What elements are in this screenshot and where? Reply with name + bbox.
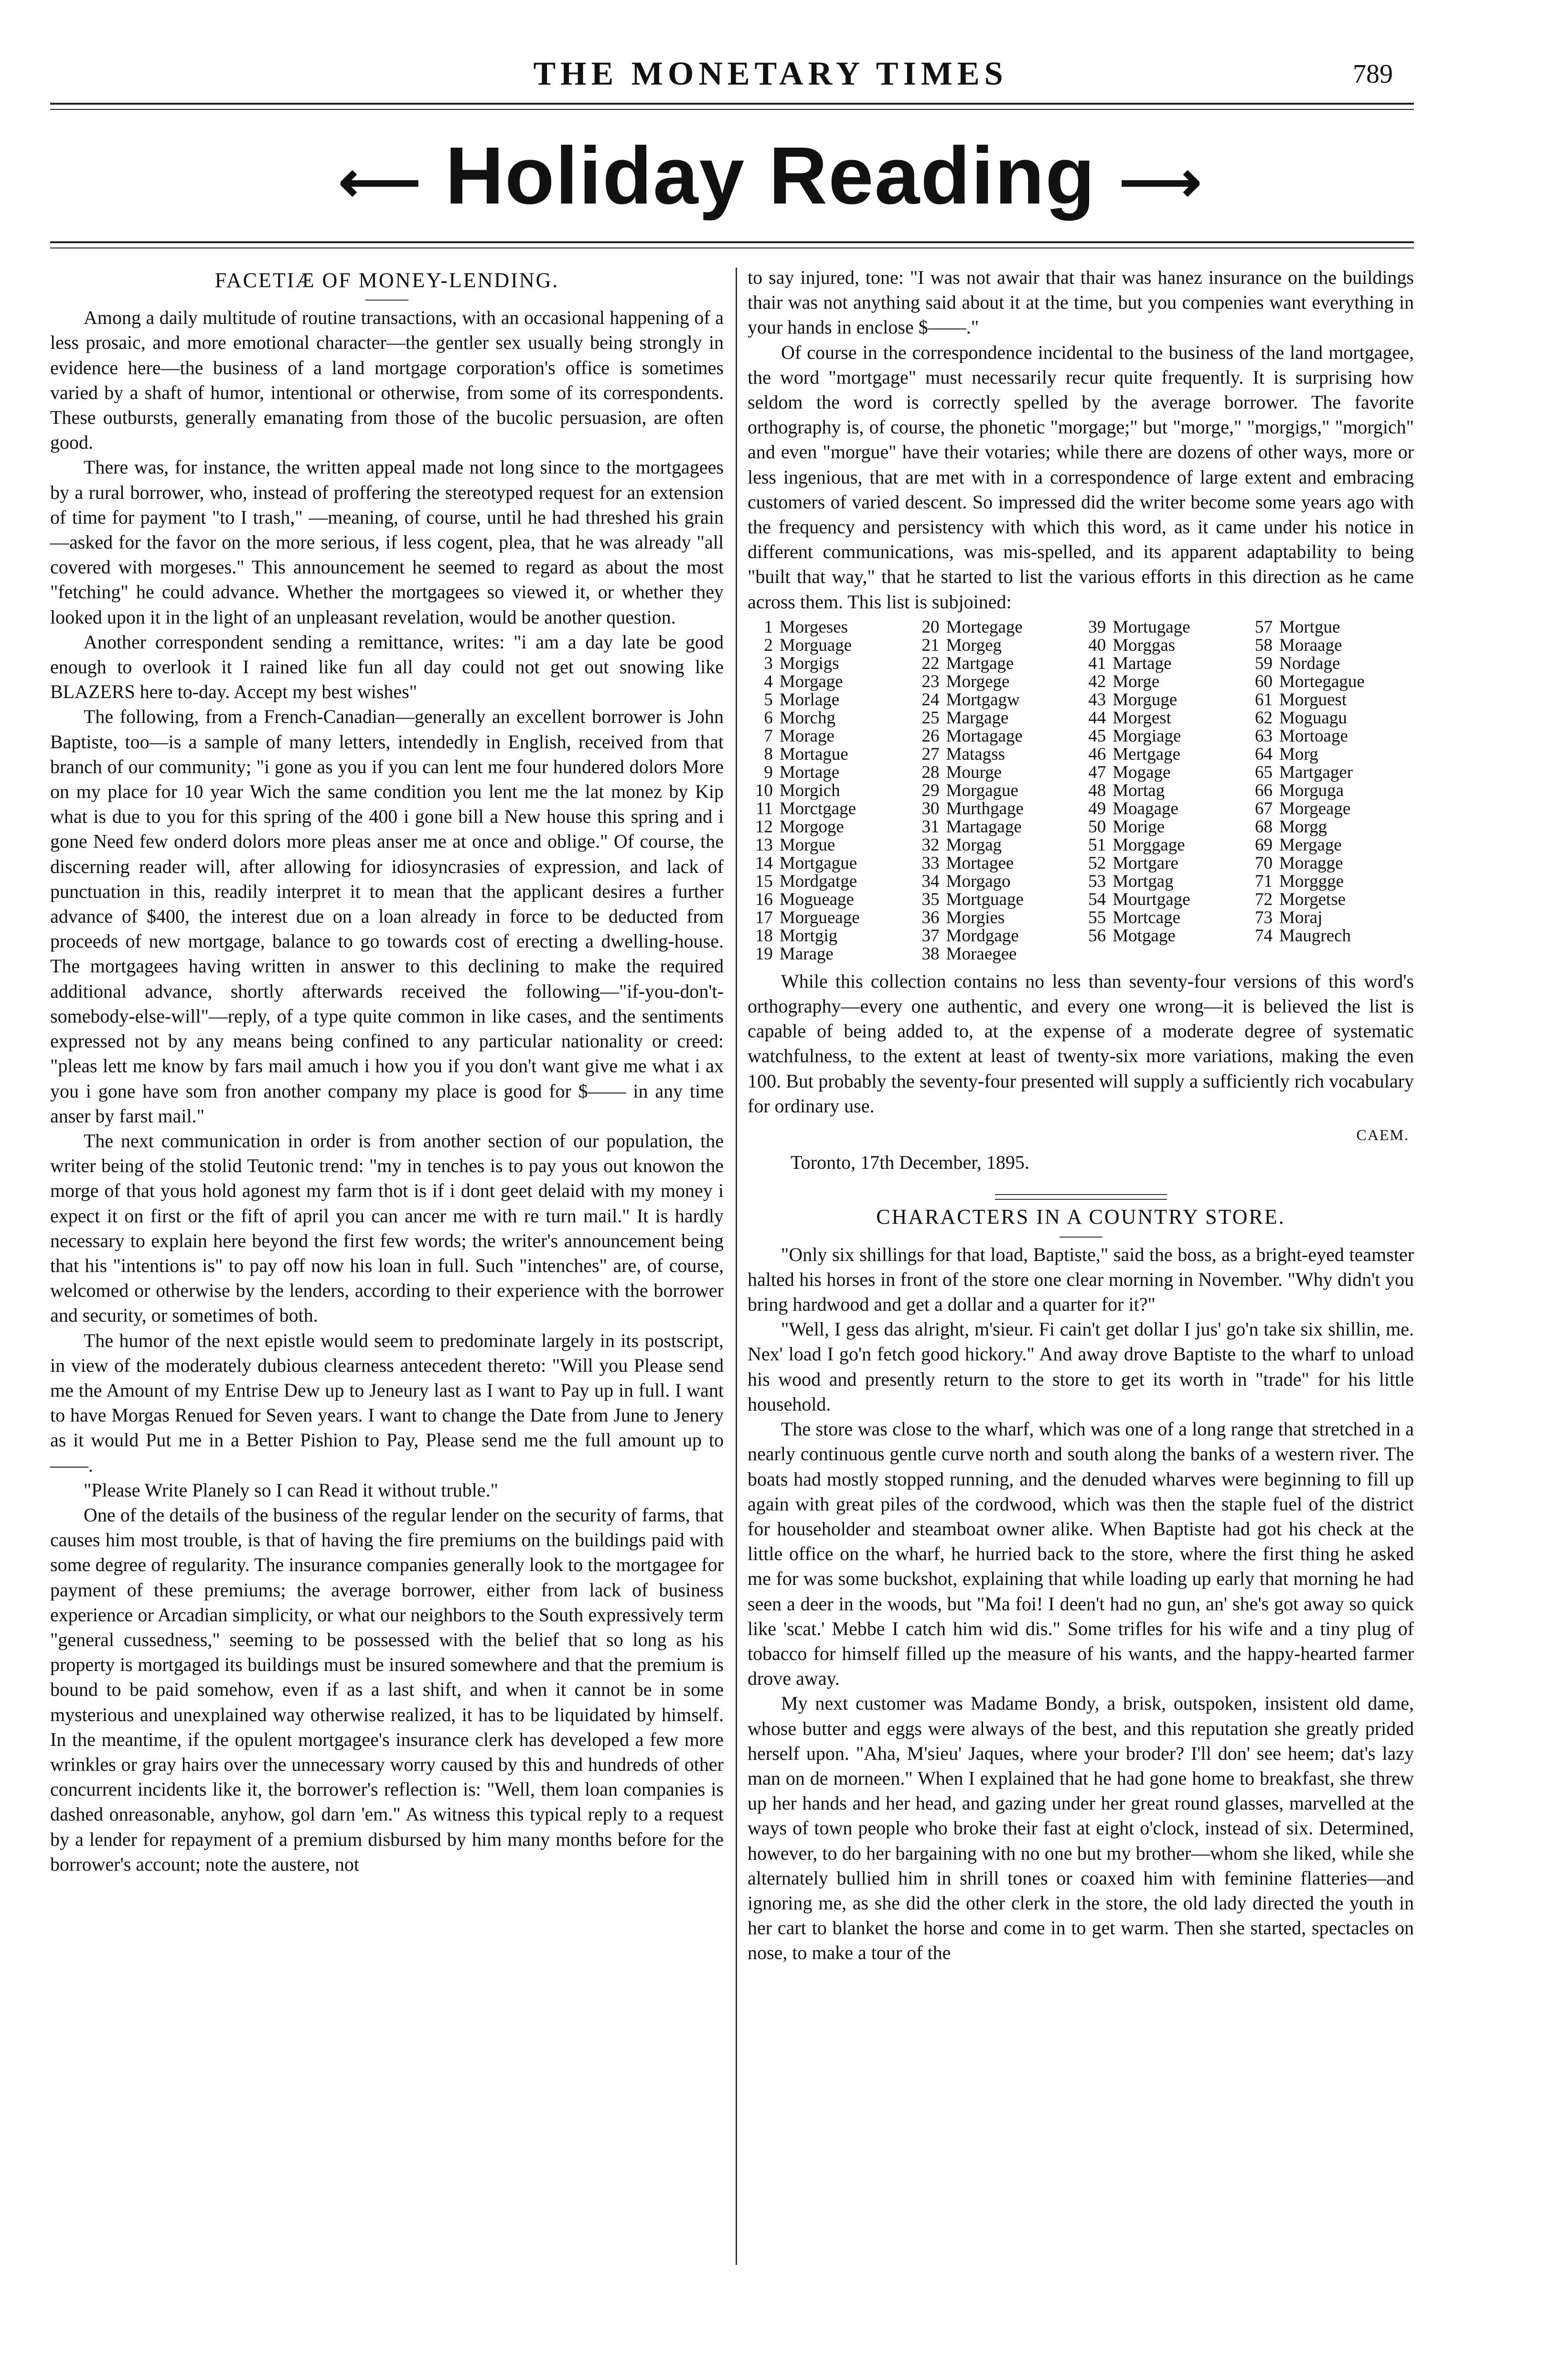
spelling-number: [1247, 945, 1279, 963]
spelling-word: Mortagage: [946, 726, 1023, 746]
spelling-word: Morgg: [1279, 817, 1327, 837]
spelling-word: Moraj: [1279, 907, 1323, 927]
spelling-word: Mordgage: [946, 926, 1019, 946]
journal-title: THE MONETARY TIMES: [533, 55, 1008, 92]
spelling-number: 48: [1088, 780, 1106, 800]
spelling-word: Morgeg: [946, 635, 1002, 655]
spelling-word: Mortguage: [946, 889, 1024, 909]
spelling-number: 30: [921, 798, 940, 818]
title-rule: [365, 300, 408, 301]
spelling-word: Mortgare: [1113, 853, 1178, 873]
paragraph: The store was close to the wharf, which was one of a long range that stretched in a nearly continuous gentle curve north and south along the banks of a western river. The boats had mostly stopped running, and the denuded wharves were beginning to fill up again with great piles of the cordwood, which was then the staple fuel of the district for householder and steamboat owner alike. When Baptiste had got his check at the little office on the wharf, he hurried back to the store, where the first thing he asked me for was some buckshot, explaining that while loading up early that morning he had seen a deer in the woods, but "Ma foi! I deen't had no gun, an' she's got away so quick like 'scat.' Mebbe I catch him wid dis." Some trifles for his wife and a tiny plug of tobacco for himself filled up the measure of his wants, and the happy-hearted farmer drove away.: [748, 1418, 1414, 1690]
spelling-word: Morgue: [779, 835, 835, 855]
spelling-number: 43: [1088, 689, 1106, 710]
spelling-word: Martagage: [946, 817, 1022, 837]
spelling-word: Morguage: [779, 635, 852, 655]
spellings-row: [748, 909, 1414, 927]
spellings-row: [748, 872, 1414, 891]
spellings-row: [748, 745, 1414, 764]
spelling-word: Mortgag: [1113, 871, 1174, 891]
spelling-number: 65: [1255, 762, 1273, 782]
spelling-number: 44: [1088, 708, 1106, 728]
spelling-number: 36: [921, 907, 940, 927]
spelling-word: Motgage: [1113, 926, 1176, 946]
spelling-number: 2: [764, 635, 773, 655]
spellings-row: [748, 891, 1414, 909]
spelling-number: 52: [1088, 853, 1106, 873]
spelling-number: 28: [921, 762, 940, 782]
article-title: CHARACTERS IN A COUNTRY STORE.: [876, 1205, 1285, 1229]
spelling-number: 16: [755, 889, 773, 909]
spelling-number: 35: [921, 889, 940, 909]
spelling-number: 4: [764, 671, 773, 691]
spelling-word: Mortgague: [779, 853, 857, 873]
spelling-number: 18: [755, 926, 773, 946]
spelling-number: 22: [921, 653, 940, 673]
spellings-table: [748, 618, 1414, 963]
spelling-number: 53: [1088, 871, 1106, 891]
spelling-number: 67: [1255, 798, 1273, 818]
spelling-word: Morguga: [1279, 780, 1344, 800]
spelling-word: Mortugage: [1113, 617, 1190, 637]
spelling-number: 23: [921, 671, 940, 691]
spelling-word: Morgago: [946, 871, 1011, 891]
column-divider: [736, 268, 737, 2265]
spelling-number: 1: [764, 617, 773, 637]
spelling-number: 68: [1255, 817, 1273, 837]
paragraph: The humor of the next epistle would seem to predominate largely in its postscript, in view of the moderately dubious clearness antecedent thereto: "Will you Please send me the Amount of my Entrise Dew up to Jeneury last as I want to Pay up in full. I want to have Morgas Renued for Seven years. I want to change the Date from June to Jenery as it would Put me in a Better Pishion to Pay, Please send me the full amount up to ——.: [50, 1329, 724, 1476]
spelling-number: 6: [764, 708, 773, 728]
headline: [0, 129, 1541, 223]
spelling-number: 12: [755, 817, 773, 837]
spelling-word: Mordgatge: [779, 871, 857, 891]
spelling-word: Morgueage: [779, 907, 860, 927]
spelling-number: 25: [921, 708, 940, 728]
spelling-word: Morgege: [946, 671, 1010, 691]
spelling-number: 64: [1255, 744, 1273, 764]
spelling-number: 33: [921, 853, 940, 873]
spelling-number: 19: [755, 944, 773, 964]
spelling-word: Mergage: [1279, 835, 1342, 855]
spelling-word: Mortgue: [1279, 617, 1340, 637]
spelling-word: Maugrech: [1279, 926, 1351, 946]
spelling-word: Margage: [946, 708, 1009, 728]
spelling-word: Morgies: [946, 907, 1005, 927]
spelling-number: 72: [1255, 889, 1273, 909]
spelling-number: 24: [921, 689, 940, 710]
spelling-number: 47: [1088, 762, 1106, 782]
running-head: [0, 55, 1541, 98]
paragraph: While this collection contains no less than seventy-four versions of this word's orthography—every one authentic, and every one wrong—it is believed the list is capable of being added to, at the expense of a moderate degree of systematic watchfulness, to the extent at least of twenty-six more variations, making the even 100. But probably the seventy-four presented will supply a sufficiently rich vocabulary for ordinary use.: [748, 970, 1414, 1117]
spelling-word: Mortgagw: [946, 689, 1020, 710]
spelling-number: [1081, 945, 1113, 963]
right-ornament-icon: ⟶: [1119, 150, 1203, 214]
spelling-word: Morggage: [1113, 835, 1185, 855]
spelling-word: Mortoage: [1279, 726, 1348, 746]
paragraph: Another correspondent sending a remittance, writes: "i am a day late be good enough to overlook it I rained like fun all day could not get out snowing like BLAZERS here to-day. Accept my best wishes": [50, 631, 724, 703]
spelling-word: [1113, 945, 1247, 963]
spelling-number: 34: [921, 871, 940, 891]
spellings-row: [748, 673, 1414, 691]
spelling-word: Moagage: [1113, 798, 1178, 818]
spellings-row: [748, 764, 1414, 782]
spelling-word: Mortegague: [1279, 671, 1365, 691]
spelling-word: Moragge: [1279, 853, 1343, 873]
dateline: Toronto, 17th December, 1895.: [791, 1152, 1029, 1174]
spelling-word: Morgeses: [779, 617, 848, 637]
spellings-row: [748, 836, 1414, 854]
headline-text: Holiday Reading: [445, 130, 1096, 221]
spelling-number: 56: [1088, 926, 1106, 946]
spelling-number: 71: [1255, 871, 1273, 891]
spelling-word: Moraage: [1279, 635, 1342, 655]
spelling-number: 55: [1088, 907, 1106, 927]
spelling-number: 61: [1255, 689, 1273, 710]
spelling-word: Morguest: [1279, 689, 1347, 710]
spellings-row: [748, 727, 1414, 745]
spelling-number: 20: [921, 617, 940, 637]
spelling-word: Morgag: [946, 835, 1002, 855]
spelling-number: 45: [1088, 726, 1106, 746]
spelling-number: 32: [921, 835, 940, 855]
spelling-word: Morgeage: [1279, 798, 1351, 818]
spelling-number: 14: [755, 853, 773, 873]
spelling-word: Morgich: [779, 780, 840, 800]
spelling-word: Morggge: [1279, 871, 1344, 891]
spelling-number: 49: [1088, 798, 1106, 818]
spelling-word: Mortgig: [779, 926, 838, 946]
article-title: FACETIÆ OF MONEY-LENDING.: [214, 269, 559, 292]
paragraph: Of course in the correspondence incidental to the business of the land mortgagee, the word "mortgage" must necessarily recur quite frequently. It is surprising how seldom the word is correctly spelled by the average borrower. The favorite orthography is, of course, the phonetic "morgage;" but "morge," "morgigs," "morgich" and even "morgue" have their votaries; while there are dozens of other ways, more or less ingenious, that are met with in a correspondence of large extent and embracing customers of varied descent. So impressed did the writer become some years ago with the frequency and persistency with which this word, as it came under his notice in different communications, was mis-spelled, and its apparent adaptability to being "built that way," that he started to list the various efforts in this direction as he came across them. This list is subjoined:: [748, 341, 1414, 613]
paragraph: "Please Write Planely so I can Read it without truble.": [84, 1479, 498, 1501]
spelling-word: Morge: [1113, 671, 1160, 691]
left-ornament-icon: ⟵: [338, 150, 422, 214]
paragraph: "Well, I gess das alright, m'sieur. Fi cain't get dollar I jus' go'n take six shillin, me. Nex' load I go'n fetch good hickory." And away drove Baptiste to the wharf to unload his wood and presently return to the store to get its worth in "trade" for his little household.: [748, 1318, 1414, 1415]
spelling-number: 38: [921, 944, 940, 964]
spelling-word: Morgage: [779, 671, 843, 691]
spelling-number: 11: [756, 798, 773, 818]
spellings-row: [748, 927, 1414, 945]
paragraph: The next communication in order is from another section of our population, the writer being of the stolid Teutonic trend: "my in tenches is to pay yous out knowon the morge of that yous hold agonest my farm thot is if i dont geet delaid with my money i expect it on first or the fift of april you can ancer me with re turn mail." It is hardly necessary to explain here beyond the first few words; the writer's announcement being that his "intentions is" to pay off now his loan in full. Such "intenches" are, of course, welcomed or otherwise by the lenders, according to their experience with the borrower and security, or sometimes of both.: [50, 1130, 724, 1326]
spelling-number: 66: [1255, 780, 1273, 800]
paragraph: One of the details of the business of the regular lender on the security of farms, that causes him most trouble, is that of having the fire premiums on the buildings paid with some degree of regularity. The insurance companies generally look to the mortgagee for payment of these premiums; the average borrower, either from lack of business experience or Arcadian simplicity, or what our neighbors to the South expressively term "general cussedness," seeming to be possessed with the belief that so long as his property is mortgaged its buildings must be insured somewhere and that the premium is bound to be paid somehow, even if as a last shift, and when it cannot be in some mysterious and unexplained way otherwise realized, it has to be liquidated by himself. In the meantime, if the opulent mortgagee's insurance clerk has developed a few more wrinkles or gray hairs over the unnecessary worry caused by this and hundreds of other concurrent incidents like it, the borrower's reflection is: "Well, them loan companies is dashed onreasonable, anyhow, gol darn 'em." As witness this typical reply to a request by a lender for repayment of a premium disbursed by him many months before for the borrower's account; note the austere, not: [50, 1504, 724, 1875]
spelling-word: [1279, 945, 1414, 963]
spelling-number: 58: [1255, 635, 1273, 655]
signature: CAEM.: [1356, 1126, 1409, 1144]
spelling-word: Morguge: [1113, 689, 1177, 710]
spelling-word: Moraegee: [946, 944, 1017, 964]
spelling-number: 21: [921, 635, 940, 655]
header-rule-thin: [50, 109, 1414, 110]
spelling-number: 70: [1255, 853, 1273, 873]
page-number: 789: [1353, 59, 1393, 89]
spelling-word: Morg: [1279, 744, 1318, 764]
spelling-word: Mortagee: [946, 853, 1014, 873]
spelling-number: 3: [764, 653, 773, 673]
spelling-word: Matagss: [946, 744, 1005, 764]
spelling-word: Mertgage: [1113, 744, 1181, 764]
spelling-word: Mogage: [1113, 762, 1171, 782]
spelling-number: 51: [1088, 835, 1106, 855]
spellings-row: [748, 618, 1414, 636]
paragraph: My next customer was Madame Bondy, a brisk, outspoken, insistent old dame, whose butter and eggs were always of the best, and this reputation she greatly prided herself upon. "Aha, M'sieu' Jaques, where your broder? I'll don' see heem; dat's lazy man on de morneen." When I explained that he had gone home to breakfast, she threw up her hands and her head, and gazing under her great round glasses, marvelled at the ways of town people who broke their fast at eight o'clock, instead of six. Determined, however, to do her bargaining with no one but my brother—whom she liked, while she alternately bullied him in shrill tones or coaxed him with feminine flatteries—and ignoring me, as she did the other clerk in the store, the old lady directed the youth in her cart to blanket the horse and come in to get warm. Then she started, spectacles on nose, to make a tour of the: [748, 1692, 1414, 1964]
spelling-word: Mourtgage: [1113, 889, 1190, 909]
spellings-row: [748, 636, 1414, 655]
spelling-number: 69: [1255, 835, 1273, 855]
spelling-number: 9: [764, 762, 773, 782]
spelling-number: 62: [1255, 708, 1273, 728]
spelling-word: Morgague: [946, 780, 1018, 800]
spelling-word: Morgoge: [779, 817, 844, 837]
spelling-number: 41: [1088, 653, 1106, 673]
spelling-word: Martgage: [946, 653, 1014, 673]
spelling-number: 26: [921, 726, 940, 746]
spellings-row: [748, 800, 1414, 818]
spelling-number: 17: [755, 907, 773, 927]
spelling-word: Martgager: [1279, 762, 1353, 782]
header-rule: [50, 103, 1414, 105]
spellings-row: [748, 655, 1414, 673]
paragraph: The following, from a French-Canadian—generally an excellent borrower is John Baptiste, too—is a sample of many letters, intendedly in English, received from that branch of our community; "i gone as you if you can lent me four hundered dolors More on my place for 10 year Wich the same condition you lent me the lat monez by Kip what is due to you for this spring of the 400 i gone bill a New house this spring and i gone Need few onderd dolors more pleas anser me at once and oblige." Of course, the discerning reader will, after allowing for idiosyncrasies of expression, and lack of punctuation in this, readily interpret it to mean that the applicant desires a further advance of $400, the interest due on a loan already in force to be deducted from proceeds of new mortgage, balance to go towards cost of erecting a dwelling-house. The mortgagees having written in answer to this declining to make the required additional advance, shortly afterwards received the following—"if-you-don't-somebody-else-will"—reply, of a type quite common in like cases, and the sentiments expressed not by any means being confined to any particular nationality or creed: "pleas lett me know by fars mail amuch i how you if you don't want give me what i ax you i gone have som fron another company my place is good for $—— in any time anser by farst mail.": [50, 706, 724, 1127]
spelling-number: 59: [1255, 653, 1273, 673]
spelling-number: 57: [1255, 617, 1273, 637]
spelling-number: 27: [921, 744, 940, 764]
title-rule: [1059, 1237, 1102, 1238]
spelling-word: Moguagu: [1279, 708, 1347, 728]
spelling-word: Mortage: [779, 762, 840, 782]
spellings-row: [748, 691, 1414, 709]
spelling-word: Mortague: [779, 744, 848, 764]
spelling-word: Marage: [779, 944, 834, 964]
spelling-number: 60: [1255, 671, 1273, 691]
spelling-number: 54: [1088, 889, 1106, 909]
spelling-number: 74: [1255, 926, 1273, 946]
spelling-number: 40: [1088, 635, 1106, 655]
spelling-number: 31: [921, 817, 940, 837]
spellings-row: [748, 818, 1414, 836]
spelling-word: Mortegage: [946, 617, 1023, 637]
spelling-number: 13: [755, 835, 773, 855]
spellings-row: [748, 854, 1414, 872]
spelling-number: 37: [921, 926, 940, 946]
paragraph: There was, for instance, the written appeal made not long since to the mortgagees by a rural borrower, who, instead of proffering the stereotyped request for an extension of time for payment "to I trash," —meaning, of course, until he had threshed his grain—asked for the favor on the more serious, if less cogent, plea, that he was already "all covered with morgeses." This announcement he seemed to regard as about the most "fetching" he could advance. Whether the mortgagees so viewed it, or whether they looked upon it in the light of an unpleasant revelation, would be another question.: [50, 456, 724, 628]
paragraph: Among a daily multitude of routine transactions, with an occasional happening of a less prosaic, and more emotional character—the gentler sex usually being strongly in evidence here—the business of a land mortgage corporation's office is sometimes varied by a shaft of humor, intentional or otherwise, from some of its correspondents. These outbursts, generally emanating from those of the bucolic persuasion, are often good.: [50, 307, 724, 453]
right-column: [748, 265, 1414, 1966]
spelling-number: 7: [764, 726, 773, 746]
spelling-word: Mourge: [946, 762, 1002, 782]
spelling-word: Morggas: [1113, 635, 1176, 655]
spelling-word: Morgigs: [779, 653, 839, 673]
spellings-row: [748, 945, 1414, 963]
spelling-word: Mogueage: [779, 889, 854, 909]
spelling-word: Morgiage: [1113, 726, 1181, 746]
left-column: [50, 265, 724, 1877]
spelling-number: 15: [755, 871, 773, 891]
spelling-word: Morige: [1113, 817, 1165, 837]
spelling-word: Morgetse: [1279, 889, 1346, 909]
spelling-word: Martage: [1113, 653, 1172, 673]
spelling-word: Murthgage: [946, 798, 1024, 818]
spelling-number: 73: [1255, 907, 1273, 927]
spelling-number: 63: [1255, 726, 1273, 746]
spelling-number: 29: [921, 780, 940, 800]
spelling-number: 8: [764, 744, 773, 764]
spelling-word: Morlage: [779, 689, 840, 710]
spelling-word: Mortag: [1113, 780, 1165, 800]
spelling-word: Nordage: [1279, 653, 1340, 673]
spelling-word: Morage: [779, 726, 835, 746]
headline-rule: [50, 241, 1414, 243]
spelling-number: 10: [755, 780, 773, 800]
spelling-word: Morchg: [779, 708, 835, 728]
spelling-number: 42: [1088, 671, 1106, 691]
spelling-number: 39: [1088, 617, 1106, 637]
spelling-word: Morgest: [1113, 708, 1171, 728]
section-separator: [995, 1194, 1167, 1200]
spelling-word: Morctgage: [779, 798, 856, 818]
spelling-number: 50: [1088, 817, 1106, 837]
spellings-row: [748, 782, 1414, 800]
spelling-number: 5: [764, 689, 773, 710]
paragraph: "Only six shillings for that load, Baptiste," said the boss, as a bright-eyed teamster halted his horses in front of the store one clear morning in November. "Why didn't you bring hardwood and get a dollar and a quarter for it?": [748, 1243, 1414, 1315]
paragraph: to say injured, tone: "I was not awair that thair was hanez insurance on the buildings thair was not anything said about it at the time, but you compenies want everything in your hands in enclose $——.": [748, 267, 1414, 338]
spellings-row: [748, 709, 1414, 727]
spelling-number: 46: [1088, 744, 1106, 764]
spelling-word: Mortcage: [1113, 907, 1181, 927]
